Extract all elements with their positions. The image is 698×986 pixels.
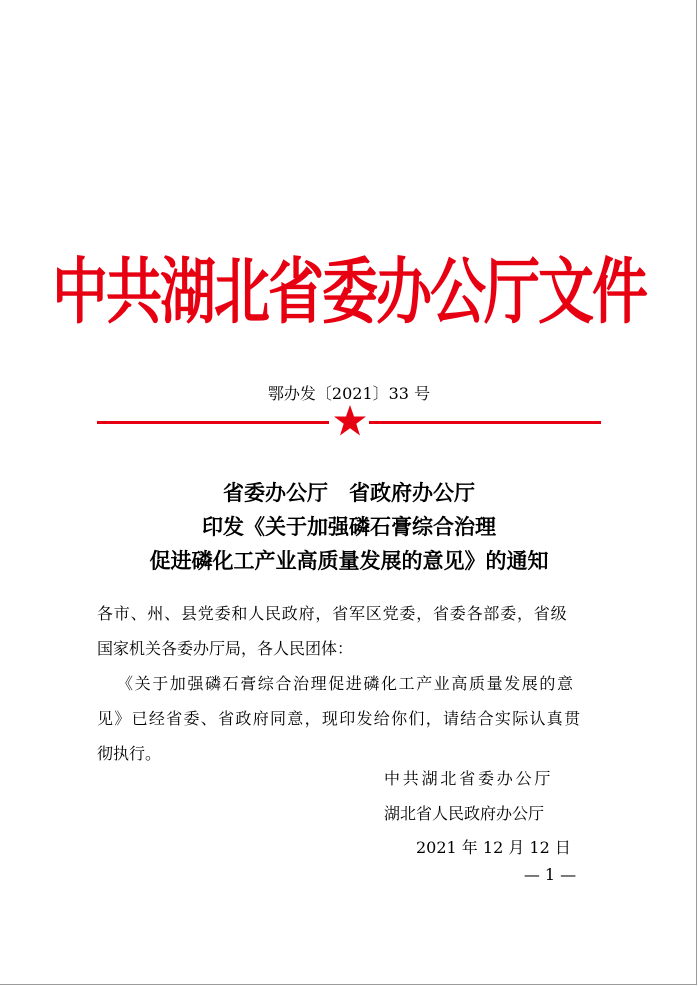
title-line-2: 印发《关于加强磷石膏综合治理 — [202, 514, 496, 539]
document-number: 鄂办发〔2021〕33 号 — [267, 384, 431, 403]
paragraph-line-1: 《关于加强磷石膏综合治理促进磷化工产业高质量发展的意 — [117, 674, 575, 693]
recipients-line-2: 国家机关各委办厅局，各人民团体： — [97, 639, 354, 658]
issuer-party-office: 中共湖北省委办公厅 — [384, 769, 554, 788]
red-star-icon — [333, 404, 367, 438]
page-number: — 1 — — [523, 865, 577, 884]
recipients-line-1: 各市、州、县党委和人民政府，省军区党委，省委各部委，省级 — [97, 604, 568, 623]
red-divider-right — [369, 421, 601, 424]
title-line-1: 省委办公厅 省政府办公厅 — [223, 480, 475, 505]
paragraph-line-3: 彻执行。 — [97, 744, 162, 763]
issue-date: 2021 年 12 月 12 日 — [416, 838, 571, 857]
title-line-3: 促进磷化工产业高质量发展的意见》的通知 — [149, 548, 549, 573]
masthead-title: 中共湖北省委办公厅文件 — [52, 251, 646, 335]
issuer-government-office: 湖北省人民政府办公厅 — [384, 804, 545, 823]
paragraph-line-2: 见》已经省委、省政府同意，现印发给你们，请结合实际认真贯 — [97, 709, 582, 728]
red-divider-left — [97, 421, 329, 424]
